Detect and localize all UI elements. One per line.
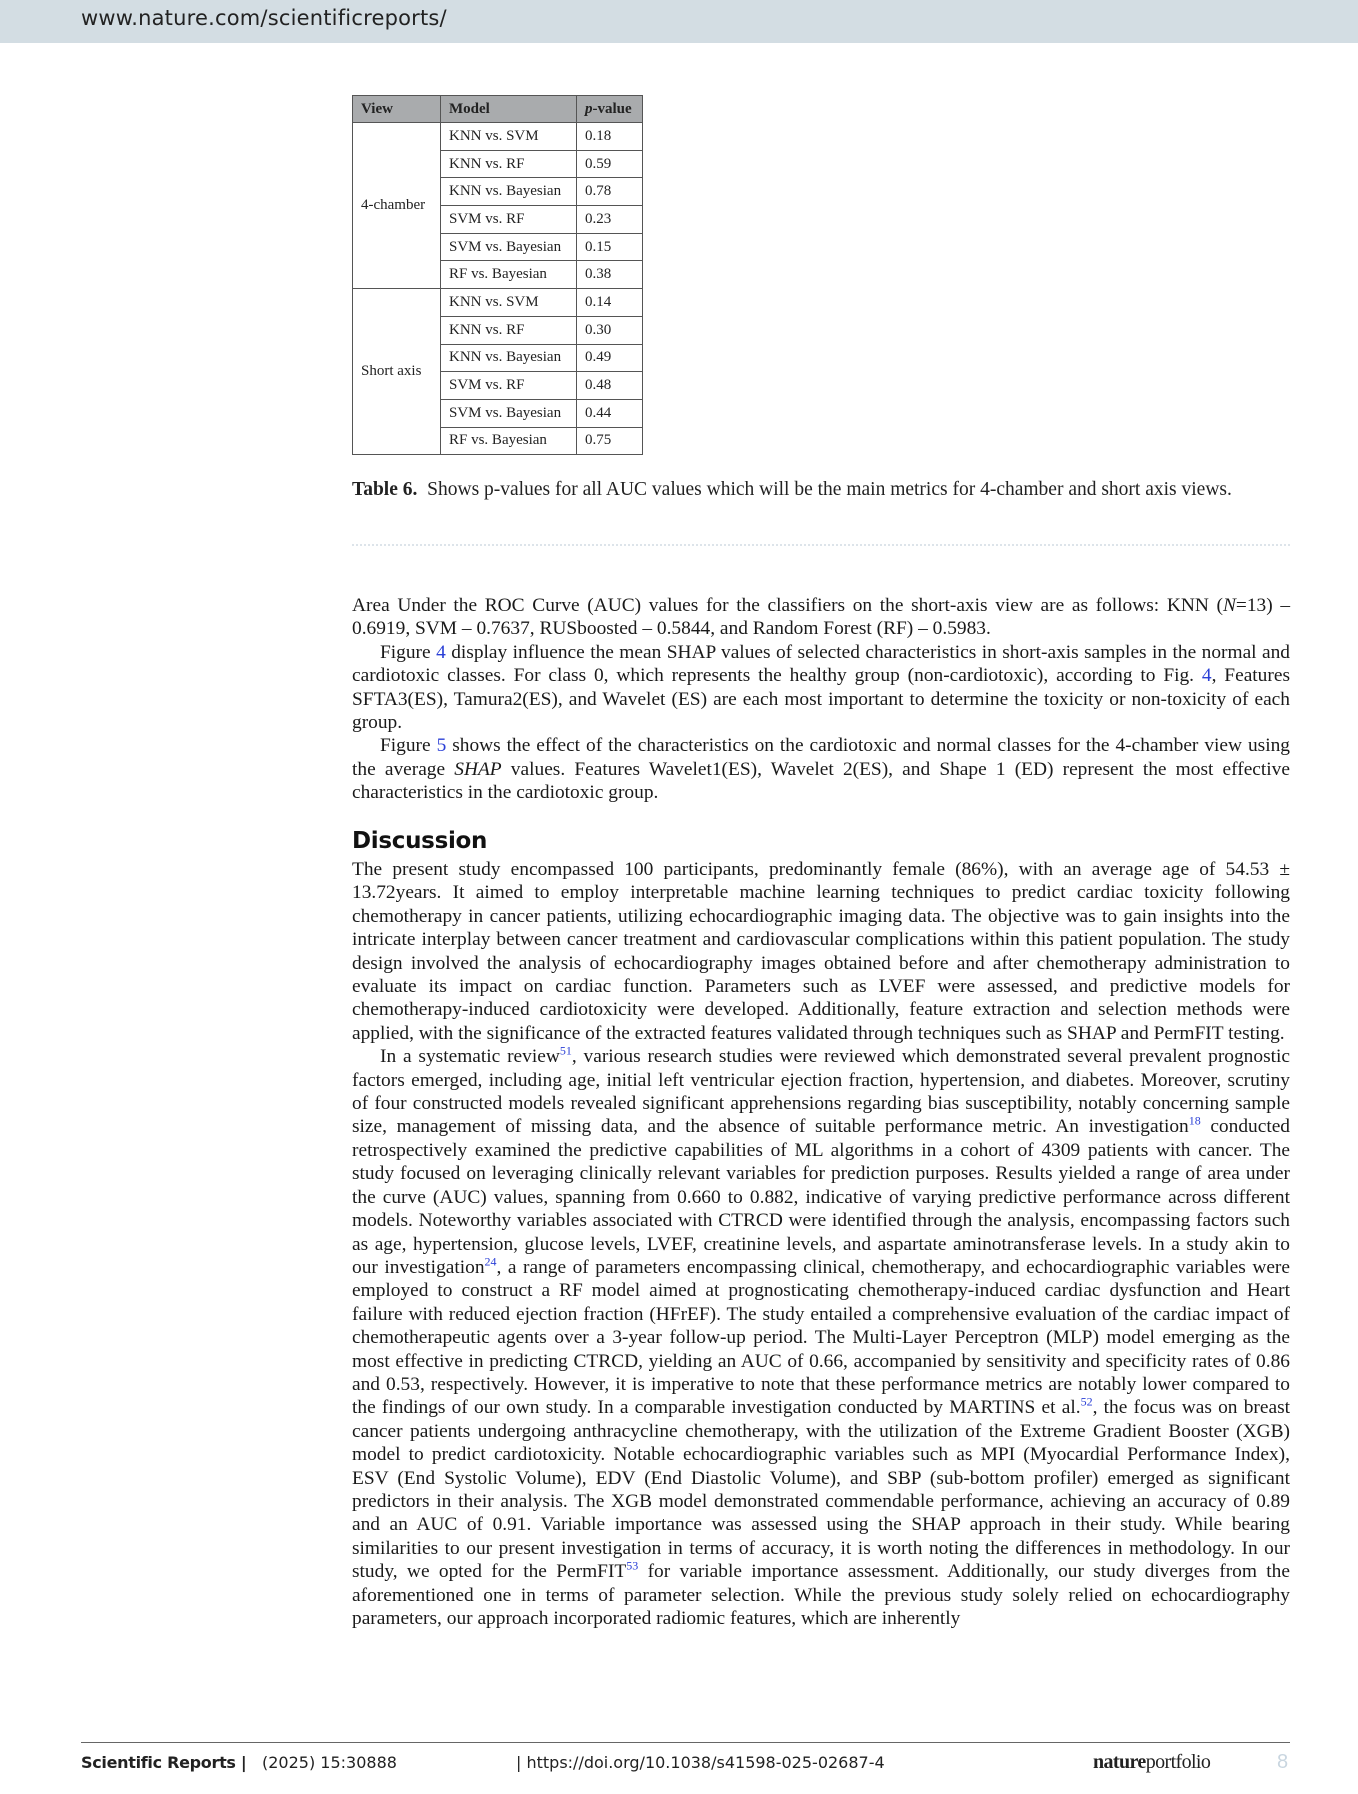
text-run: shows the effect of the characteristics on the cardiotoxic and normal classes for the 4-chamber view using the average xyxy=(352,735,1290,780)
p-value-cell: 0.30 xyxy=(577,316,643,344)
model-cell: KNN vs. RF xyxy=(441,150,577,178)
italic-n: N xyxy=(1222,595,1236,616)
italic-shap: SHAP xyxy=(454,758,502,780)
journal-name: Scientific Reports | xyxy=(81,1753,247,1772)
doi-link[interactable]: | https://doi.org/10.1038/s41598-025-02687-4 xyxy=(516,1753,885,1772)
figure-link[interactable]: 5 xyxy=(436,735,447,757)
citation-link[interactable]: 53 xyxy=(626,1558,639,1573)
column-header-view: View xyxy=(353,96,441,123)
site-header-bar xyxy=(0,0,1358,43)
table-caption-text: Shows p-values for all AUC values which will be the main metrics for 4-chamber and short axis views. xyxy=(427,479,1232,500)
caption-period: . xyxy=(412,479,418,500)
section-divider xyxy=(352,544,1290,546)
p-rest: -value xyxy=(592,100,632,117)
page-number: 8 xyxy=(1277,1751,1289,1773)
p-value-cell: 0.59 xyxy=(577,150,643,178)
column-header-p-value xyxy=(577,96,643,123)
p-value-cell: 0.14 xyxy=(577,289,643,317)
brand-bold: nature xyxy=(1093,1751,1146,1773)
p-value-cell: 0.23 xyxy=(577,206,643,234)
citation-link[interactable]: 18 xyxy=(1188,1114,1201,1128)
figure-link[interactable]: 4 xyxy=(1201,665,1212,687)
table-caption xyxy=(352,477,1272,503)
brand-light: portfolio xyxy=(1145,1751,1211,1773)
model-cell: RF vs. Bayesian xyxy=(441,261,577,289)
text-run: , a range of parameters encompassing clinical, chemotherapy, and echocardiographic variables were employed to construct a RF model aimed at prognosticating chemotherapy-induced cardiac dysfunction and Heart failure with reduced ejection fraction (HFrEF). The study entailed a comprehensive evaluation of the cardiac impact of chemotherapeutic agents over a 3-year follow-up period. The Multi-Layer Perceptron (MLP) model emerging as the most effective in predicting CTRCD, yielding an AUC of 0.66, accompanied by sensitivity and specificity rates of 0.86 and 0.53, respectively. However, it is imperative to note that these performance metrics are notably lower compared to the findings of our own study. In a comparable investigation conducted by MARTINS et al. xyxy=(352,1256,1290,1419)
model-cell: SVM vs. Bayesian xyxy=(441,399,577,427)
paragraph xyxy=(352,734,1290,804)
paragraph xyxy=(352,641,1290,735)
model-cell: KNN vs. SVM xyxy=(441,289,577,317)
text-run: Figure xyxy=(380,735,437,757)
p-value-cell: 0.49 xyxy=(577,344,643,372)
discussion-text xyxy=(352,858,1290,1630)
text-run: Figure xyxy=(380,641,437,663)
p-value-table xyxy=(352,95,643,455)
p-value-cell: 0.75 xyxy=(577,427,643,455)
paragraph: The present study encompassed 100 participants, predominantly female (86%), with an average age of 54.53 ± 13.72years. It aimed to employ interpretable machine learning techniques to predict cardiac toxicity following chemotherapy in cancer patients, utilizing echocardiographic imaging data. The objective was to gain insights into the intricate interplay between cancer treatment and cardiovascular complications within this patient population. The study design involved the analysis of echocardiography images obtained before and after chemotherapy administration to evaluate its impact on cardiac function. Parameters such as LVEF were assessed, and predictive models for chemotherapy-induced cardiotoxicity were developed. Additionally, feature extraction and selection methods were applied, with the significance of the extracted features validated through techniques such as SHAP and PermFIT testing. xyxy=(352,859,1290,1044)
footer-divider xyxy=(81,1742,1290,1743)
text-run: =13) – 0.6919, SVM – 0.7637, RUSboosted – 0.5844, and Random Forest (RF) – 0.5983. xyxy=(352,595,1291,640)
p-value-cell: 0.15 xyxy=(577,233,643,261)
text-run: display influence the mean SHAP values of selected characteristics in short-axis samples in the normal and cardiotoxic classes. For class 0, which represents the healthy group (non-cardiotoxic), according to Fig. xyxy=(352,641,1290,687)
p-italic: p xyxy=(585,100,593,117)
text-run: values. Features Wavelet1(ES), Wavelet 2(ES), and Shape 1 (ED) represent the most effective characteristics in the cardiotoxic group. xyxy=(352,758,1290,804)
model-cell: KNN vs. Bayesian xyxy=(441,344,577,372)
paragraph xyxy=(352,1045,1290,1630)
site-url[interactable]: www.nature.com/scientificreports/ xyxy=(81,6,447,30)
model-cell: KNN vs. RF xyxy=(441,316,577,344)
citation-link[interactable]: 24 xyxy=(484,1254,497,1269)
p-value-cell: 0.44 xyxy=(577,399,643,427)
text-run: Area Under the ROC Curve (AUC) values for the classifiers on the short-axis view are as follows: KNN ( xyxy=(352,595,1223,616)
text-run: , various research studies were reviewed which demonstrated several prevalent prognostic factors emerged, including age, initial left ventricular ejection fraction, hypertension, and diabetes. Moreover, scrutiny of four constructed models revealed significant apprehensions regarding bias susceptibility, notably concerning sample size, management of missing data, and the absence of suitable performance metric. An investigation xyxy=(352,1046,1290,1138)
view-cell: 4-chamber xyxy=(353,123,441,289)
nature-portfolio-logo xyxy=(1093,1751,1210,1774)
figure-link[interactable]: 4 xyxy=(436,641,446,663)
model-cell: RF vs. Bayesian xyxy=(441,427,577,455)
view-cell: Short axis xyxy=(353,289,441,455)
text-run: , the focus was on breast cancer patients undergoing anthracycline chemotherapy, with the utilization of the Extreme Gradient Booster (XGB) model to predict cardiotoxicity. Notable echocardiographic variables such as MPI (Myocardial Performance Index), ESV (End Systolic Volume), EDV (End Diastolic Volume), and SBP (sub-bottom profiler) emerged as significant predictors in their analysis. The XGB model demonstrated commendable performance, achieving an accuracy of 0.89 and an AUC of 0.91. Variable importance was assessed using the SHAP approach in their study. While bearing similarities to our present investigation in terms of accuracy, it is worth noting the differences in methodology. In our study, we opted for the PermFIT xyxy=(352,1397,1291,1583)
section-heading-discussion: Discussion xyxy=(352,828,488,854)
issue-info: (2025) 15:30888 xyxy=(262,1753,397,1772)
model-cell: KNN vs. Bayesian xyxy=(441,178,577,206)
text-run: , Features SFTA3(ES), Tamura2(ES), and Wavelet (ES) are each most important to determine the toxicity or non-toxicity of each group. xyxy=(352,665,1290,734)
paragraph xyxy=(352,594,1290,641)
text-run: In a systematic review xyxy=(380,1046,560,1068)
model-cell: SVM vs. Bayesian xyxy=(441,233,577,261)
table-caption-label: Table 6 xyxy=(352,479,413,500)
table-row xyxy=(353,123,643,151)
results-text xyxy=(352,594,1290,805)
page-footer xyxy=(0,1753,1358,1783)
text-run: for variable importance assessment. Additionally, our study diverges from the aforementioned one in terms of parameter selection. While the previous study solely relied on echocardiography parameters, our approach incorporated radiomic features, which are inherently xyxy=(352,1561,1290,1629)
column-header-model: Model xyxy=(441,96,577,123)
table-header-row xyxy=(353,96,643,123)
model-cell: KNN vs. SVM xyxy=(441,123,577,151)
citation-link[interactable]: 51 xyxy=(559,1043,572,1058)
text-run: conducted retrospectively examined the predictive capabilities of ML algorithms in a cohort of 4309 patients with cancer. The study focused on leveraging clinically relevant variables for prediction purposes. Results yielded a range of area under the curve (AUC) values, spanning from 0.660 to 0.882, indicative of varying predictive performance across different models. Noteworthy variables associated with CTRCD were identified through the analysis, encompassing factors such as age, hypertension, glucose levels, LVEF, creatinine levels, and aspartate aminotransferase levels. In a study akin to our investigation xyxy=(352,1116,1291,1278)
p-value-cell: 0.48 xyxy=(577,372,643,400)
table-row xyxy=(353,289,643,317)
p-value-cell: 0.38 xyxy=(577,261,643,289)
p-value-cell: 0.78 xyxy=(577,178,643,206)
p-value-cell: 0.18 xyxy=(577,123,643,151)
model-cell: SVM vs. RF xyxy=(441,206,577,234)
citation-link[interactable]: 52 xyxy=(1080,1394,1093,1409)
model-cell: SVM vs. RF xyxy=(441,372,577,400)
